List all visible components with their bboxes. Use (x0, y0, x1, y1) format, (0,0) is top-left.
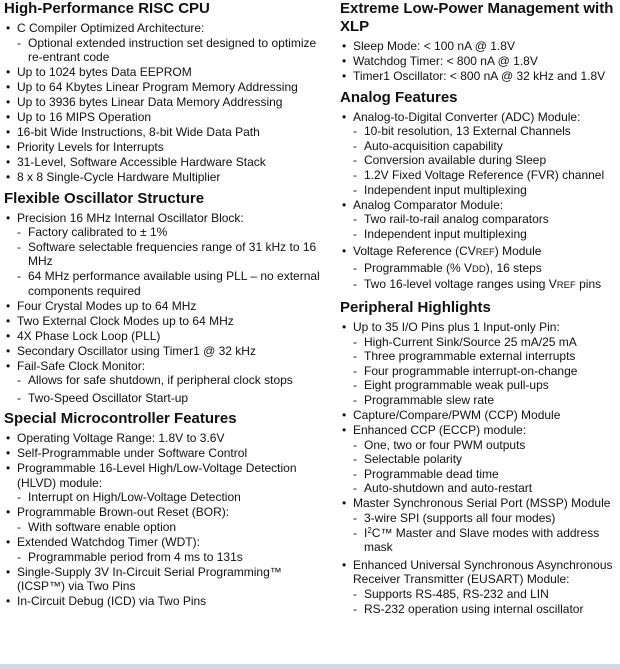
sub-list-item (340, 261, 616, 278)
sub-list-item: - Auto-acquisition capability (340, 139, 616, 154)
sub-list-item: - RS-232 operation using internal oscillator (340, 602, 616, 617)
sub-list-item: - Allows for safe shutdown, if peripheral clock stops (4, 373, 326, 388)
list-item: • Up to 35 I/O Pins plus 1 Input-only Pin: (340, 320, 616, 335)
sub-list-item: - Software selectable frequencies range of 31 kHz to 16 MHz (4, 240, 326, 269)
sub-list-item: - High-Current Sink/Source 25 mA/25 mA (340, 335, 616, 350)
feature-list (4, 211, 326, 406)
sub-list-item: - Three programmable external interrupts (340, 349, 616, 364)
feature-list (4, 431, 326, 608)
feature-list (340, 320, 616, 616)
text-part: Programmable (% V (364, 260, 473, 275)
text-part: Two 16-level voltage ranges using V (364, 277, 557, 292)
peripheral-section (340, 299, 616, 616)
sub-list-item: - Two rail-to-rail analog comparators (340, 212, 616, 227)
sub-list-item: - Factory calibrated to ± 1% (4, 225, 326, 240)
sub-list-item: - 64 MHz performance available using PLL – no external components required (4, 269, 326, 298)
text-part: I (364, 525, 368, 540)
sub-list-item: - Programmable dead time (340, 467, 616, 482)
feature-list (340, 39, 616, 84)
list-item: • Extended Watchdog Timer (WDT): (4, 535, 326, 550)
section-title: Analog Features (340, 88, 458, 106)
section-title: Peripheral Highlights (340, 299, 491, 317)
sub-list-item: - 3-wire SPI (supports all four modes) (340, 511, 616, 526)
sub-list-item: - Independent input multiplexing (340, 227, 616, 242)
small-caps-part: DD (472, 263, 486, 275)
sub-list-item: - With software enable option (4, 520, 326, 535)
list-item: • Up to 3936 bytes Linear Data Memory Addressing (4, 95, 326, 110)
sub-list-item: - Two-Speed Oscillator Start-up (4, 391, 326, 406)
list-item: • Secondary Oscillator using Timer1 @ 32 kHz (4, 344, 326, 359)
list-item: • Single-Supply 3V In-Circuit Serial Programming™ (ICSP™) via Two Pins (4, 565, 326, 594)
list-item: • Priority Levels for Interrupts (4, 140, 326, 155)
feature-list (4, 21, 326, 185)
superscript-part: 2 (367, 525, 372, 535)
list-item: • In-Circuit Debug (ICD) via Two Pins (4, 594, 326, 609)
small-caps-part: REF (475, 247, 495, 259)
list-item: • Enhanced Universal Synchronous Asynchronous Receiver Transmitter (EUSART) Module: (340, 558, 616, 587)
list-item: • 16-bit Wide Instructions, 8-bit Wide Data Path (4, 125, 326, 140)
oscillator-section (4, 190, 326, 406)
list-item: • 8 x 8 Single-Cycle Hardware Multiplier (4, 170, 326, 185)
list-item: • Self-Programmable under Software Control (4, 446, 326, 461)
list-item: • Sleep Mode: < 100 nA @ 1.8V (340, 39, 616, 54)
analog-section (340, 89, 616, 295)
list-item: • Up to 1024 bytes Data EEPROM (4, 65, 326, 80)
list-item: • Analog-to-Digital Converter (ADC) Module: (340, 110, 616, 125)
list-item: • 4X Phase Lock Loop (PLL) (4, 329, 326, 344)
text-part: pins (575, 277, 602, 292)
list-item: • Capture/Compare/PWM (CCP) Module (340, 408, 616, 423)
low-power-section (340, 0, 616, 84)
text-part: ) Module (494, 244, 542, 259)
sub-list-item: - Four programmable interrupt-on-change (340, 364, 616, 379)
text-part: C™ Master and Slave modes with address mask (364, 525, 600, 555)
section-title: High-Performance RISC CPU (4, 0, 210, 17)
list-item (340, 244, 616, 261)
sub-list-item: - Supports RS-485, RS-232 and LIN (340, 587, 616, 602)
sub-list-item: - Interrupt on High/Low-Voltage Detection (4, 490, 326, 505)
section-title: Special Microcontroller Features (4, 410, 237, 428)
sub-list-item: - 10-bit resolution, 13 External Channels (340, 124, 616, 139)
list-item: • Fail-Safe Clock Monitor: (4, 359, 326, 374)
list-item: • Enhanced CCP (ECCP) module: (340, 423, 616, 438)
list-item: • Timer1 Oscillator: < 800 nA @ 32 kHz and 1.8V (340, 69, 616, 84)
list-item: • Programmable Brown-out Reset (BOR): (4, 505, 326, 520)
sub-list-item: - Programmable slew rate (340, 393, 616, 408)
list-item: • Four Crystal Modes up to 64 MHz (4, 299, 326, 314)
sub-list-item: - Independent input multiplexing (340, 183, 616, 198)
list-item: • Operating Voltage Range: 1.8V to 3.6V (4, 431, 326, 446)
sub-list-item: - Selectable polarity (340, 452, 616, 467)
list-item: • C Compiler Optimized Architecture: (4, 21, 326, 36)
left-column (4, 0, 326, 609)
sub-list-item: - Programmable period from 4 ms to 131s (4, 550, 326, 565)
sub-list-item: - Eight programmable weak pull-ups (340, 378, 616, 393)
microcontroller-section (4, 410, 326, 608)
sub-list-item (340, 526, 616, 555)
list-item: • Programmable 16-Level High/Low-Voltage Detection (HLVD) module: (4, 461, 326, 490)
right-column (340, 0, 616, 616)
list-item: • Two External Clock Modes up to 64 MHz (4, 314, 326, 329)
text-part: Voltage Reference (CV (353, 244, 476, 259)
sub-list-item: - 1.2V Fixed Voltage Reference (FVR) channel (340, 168, 616, 183)
small-caps-part: REF (556, 280, 576, 292)
list-item: • Analog Comparator Module: (340, 198, 616, 213)
section-title: Flexible Oscillator Structure (4, 189, 205, 207)
section-title: Extreme Low-Power Management with XLP (340, 0, 614, 35)
list-item: • Up to 64 Kbytes Linear Program Memory Addressing (4, 80, 326, 95)
list-item: • Up to 16 MIPS Operation (4, 110, 326, 125)
sub-list-item: - One, two or four PWM outputs (340, 438, 616, 453)
sub-list-item (340, 277, 616, 294)
page-bottom-divider (0, 664, 620, 669)
risc-cpu-section (4, 0, 326, 185)
list-item: • Precision 16 MHz Internal Oscillator Block: (4, 211, 326, 226)
list-item: • Watchdog Timer: < 800 nA @ 1.8V (340, 54, 616, 69)
feature-list (340, 110, 616, 295)
text-part: ), 16 steps (485, 260, 542, 275)
sub-list-item: - Conversion available during Sleep (340, 153, 616, 168)
sub-list-item: - Auto-shutdown and auto-restart (340, 481, 616, 496)
list-item: • 31-Level, Software Accessible Hardware Stack (4, 155, 326, 170)
list-item: • Master Synchronous Serial Port (MSSP) Module (340, 496, 616, 511)
sub-list-item: - Optional extended instruction set designed to optimize re-entrant code (4, 36, 326, 65)
